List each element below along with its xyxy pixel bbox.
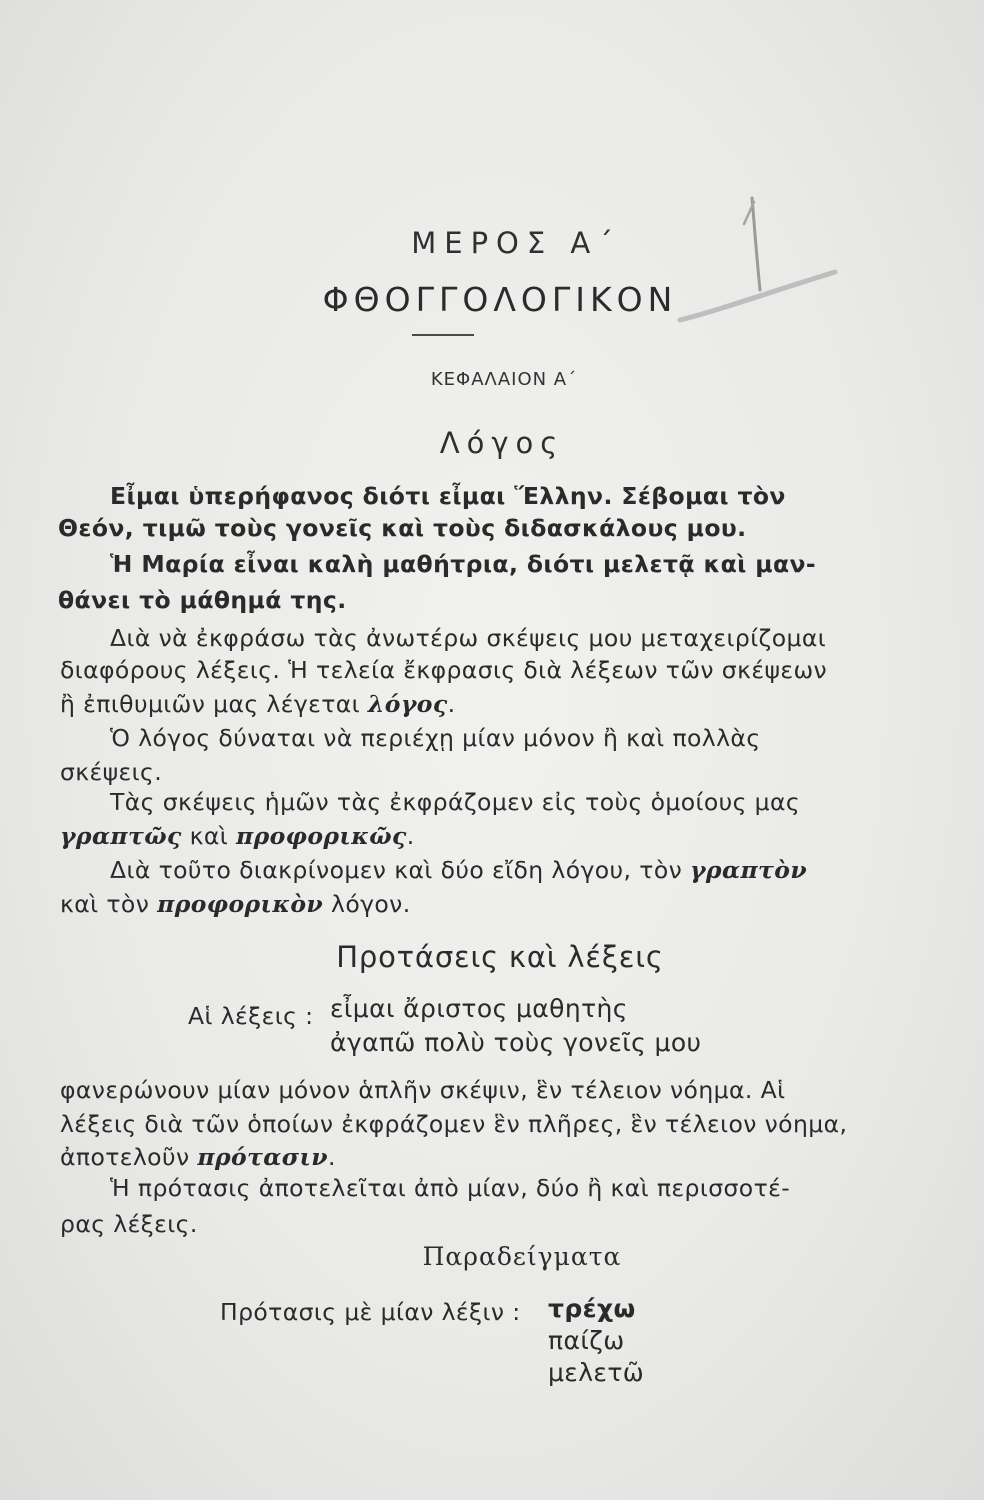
chapter-label: ΚΕΦΑΛΑΙΟΝ Α΄ [430,369,578,390]
body-line: Διὰ τοῦτο διακρίνομεν καὶ δύο εἴδη λόγου, τὸν γραπτὸν [110,856,808,884]
example-word: τρέχω [548,1294,636,1323]
example-line: εἶμαι ἄριστος μαθητὴς [330,994,628,1023]
example-line: ἀγαπῶ πολὺ τοὺς γονεῖς μου [330,1028,702,1057]
body-line: γραπτῶς καὶ προφορικῶς. [60,822,415,850]
body-line: Ὁ λόγος δύναται νὰ περιέχῃ μίαν μόνον ἢ καὶ πολλὰς [110,724,761,752]
title-rule [412,334,474,336]
intro-line: θάνει τὸ μάθημά της. [58,586,347,614]
intro-line: Θεόν, τιμῶ τοὺς γονεῖς καὶ τοὺς διδασκάλους μου. [58,514,747,542]
examples-label: Πρότασις μὲ μίαν λέξιν : [220,1298,521,1326]
body-line: ἢ ἐπιθυμιῶν μας λέγεται λόγος. [60,690,456,718]
body-line: λέξεις διὰ τῶν ὁποίων ἐκφράζομεν ἓν πλῆρες, ἓν τέλειον νόημα, [60,1110,848,1138]
body-line: φανερώνουν μίαν μόνον ἁπλῆν σκέψιν, ἓν τέλειον νόημα. Αἱ [60,1076,786,1104]
term-protasin: πρότασιν [197,1143,328,1171]
part-title: ΜΕΡΟΣ Α΄ [411,226,621,260]
chapter-name: Λόγος [439,426,565,460]
examples-heading: Παραδείγματα [422,1242,622,1271]
section-heading: Προτάσεις καὶ λέξεις [336,940,664,974]
example-word: παίζω [548,1326,625,1355]
body-line: σκέψεις. [60,758,163,786]
section-title: ΦΘΟΓΓΟΛΟΓΙΚΟΝ [322,280,678,319]
body-line: Διὰ νὰ ἐκφράσω τὰς ἀνωτέρω σκέψεις μου μεταχειρίζομαι [110,624,827,652]
body-line: Ἡ πρότασις ἀποτελεῖται ἀπὸ μίαν, δύο ἢ καὶ περισσοτέ- [110,1174,791,1202]
term-graptos: γραπτῶς [60,822,182,850]
example-word: μελετῶ [548,1358,645,1387]
body-line: ἀποτελοῦν πρότασιν. [60,1143,336,1171]
term-grapton: γραπτὸν [690,856,808,884]
term-proforikon: προφορικὸν [157,890,324,918]
term-logos: λόγος [367,690,448,718]
handwritten-page-mark [660,180,860,340]
example-label: Αἱ λέξεις : [188,1002,314,1030]
body-line: ρας λέξεις. [60,1210,198,1238]
term-proforikos: προφορικῶς [235,822,407,850]
intro-line: Εἶμαι ὑπερήφανος διότι εἶμαι Ἕλλην. Σέβομαι τὸν [110,482,786,510]
body-line: διαφόρους λέξεις. Ἡ τελεία ἔκφρασις διὰ λέξεων τῶν σκέψεων [60,656,828,684]
body-line: καὶ τὸν προφορικὸν λόγον. [60,890,411,918]
body-line: Τὰς σκέψεις ἡμῶν τὰς ἐκφράζομεν εἰς τοὺς ὁμοίους μας [110,788,801,816]
intro-line: Ἡ Μαρία εἶναι καλὴ μαθήτρια, διότι μελετᾷ καὶ μαν- [110,550,817,578]
